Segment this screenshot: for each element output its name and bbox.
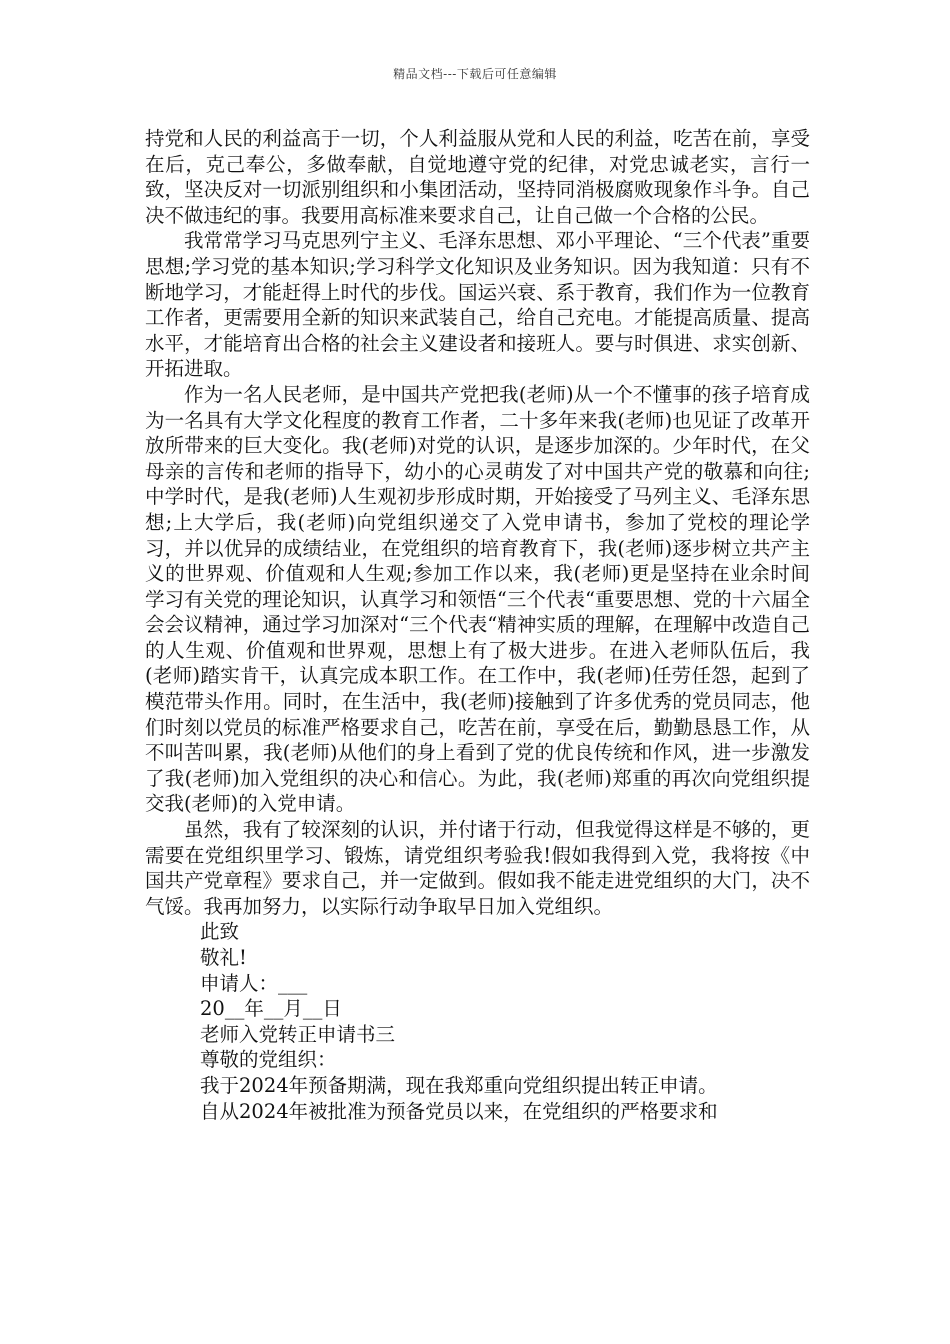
paragraph-party-loyalty: 持党和人民的利益高于一切，个人利益服从党和人民的利益，吃苦在前，享受在后，克己奉公，多做奉献，自觉地遵守党的纪律，对党忠诚老实，言行一致，坚决反对一切派别组织和小集团活动，坚持同消极腐败现象作斗争。自己决不做违纪的事。我要用高标准来要求自己，让自己做一个合格的公民。 <box>145 127 810 227</box>
applicant-line: 申请人：___ <box>200 971 308 995</box>
paragraph-study: 我常常学习马克思列宁主义、毛泽东思想、邓小平理论、“三个代表”重要思想;学习党的基本知识;学习科学文化知识及业务知识。因为我知道：只有不断地学习，才能赶得上时代的步伐。国运兴衰、系于教育，我们作为一位教育工作者，更需要用全新的知识来武装自己，给自己充电。才能提高质量、提高水平，才能培育出合格的社会主义建设者和接班人。要与时俱进、求实创新、开拓进取。 <box>145 229 810 381</box>
page-header: 精品文档---下载后可任意编辑 <box>393 67 557 81</box>
document-body <box>145 126 810 1124</box>
date-line: 20__年__月__日 <box>200 997 342 1021</box>
next-section-line-1: 我于2024年预备期满，现在我郑重向党组织提出转正申请。 <box>200 1073 718 1097</box>
next-section-line-2: 自从2024年被批准为预备党员以来，在党组织的严格要求和 <box>200 1099 718 1123</box>
next-section-greeting: 尊敬的党组织： <box>200 1048 337 1072</box>
salutation-jingli: 敬礼! <box>200 946 247 969</box>
salutation-cizhi: 此致 <box>200 920 240 944</box>
paragraph-teacher-journey: 作为一名人民老师，是中国共产党把我(老师)从一个不懂事的孩子培育成为一名具有大学文化程度的教育工作者，二十多年来我(老师)也见证了改革开放所带来的巨大变化。我(老师)对党的认识，是逐步加深的。少年时代，在父母亲的言传和老师的指导下，幼小的心灵萌发了对中国共产党的敬慕和向往;中学时代，是我(老师)人生观初步形成时期，开始接受了马列主义、毛泽东思想;上大学后，我(老师)向党组织递交了入党申请书，参加了党校的理论学习，并以优异的成绩结业，在党组织的培育教育下，我(老师)逐步树立共产主义的世界观、价值观和人生观;参加工作以来，我(老师)更是坚持在业余时间学习有关党的理论知识，认真学习和领悟“三个代表“重要思想、党的十六届全会会议精神，通过学习加深对“三个代表“精神实质的理解，在理解中改造自己的人生观、价值观和世界观，思想上有了极大进步。在进入老师队伍后，我(老师)踏实肯干，认真完成本职工作。在工作中，我(老师)任劳任怨，起到了模范带头作用。同时，在生活中，我(老师)接触到了许多优秀的党员同志，他们时刻以党员的标准严格要求自己，吃苦在前，享受在后，勤勤恳恳工作，从不叫苦叫累，我(老师)从他们的身上看到了党的优良传统和作风，进一步激发了我(老师)加入党组织的决心和信心。为此，我(老师)郑重的再次向党组织提交我(老师)的入党申请。 <box>145 382 810 816</box>
paragraph-resolution: 虽然，我有了较深刻的认识，并付诸于行动，但我觉得这样是不够的，更需要在党组织里学习、锻炼，请党组织考验我!假如我得到入党，我将按《中国共产党章程》要求自己，并一定做到。假如我不能走进党组织的大门，决不气馁。我再加努力，以实际行动争取早日加入党组织。 <box>145 818 810 918</box>
next-section-title: 老师入党转正申请书三 <box>200 1022 396 1046</box>
